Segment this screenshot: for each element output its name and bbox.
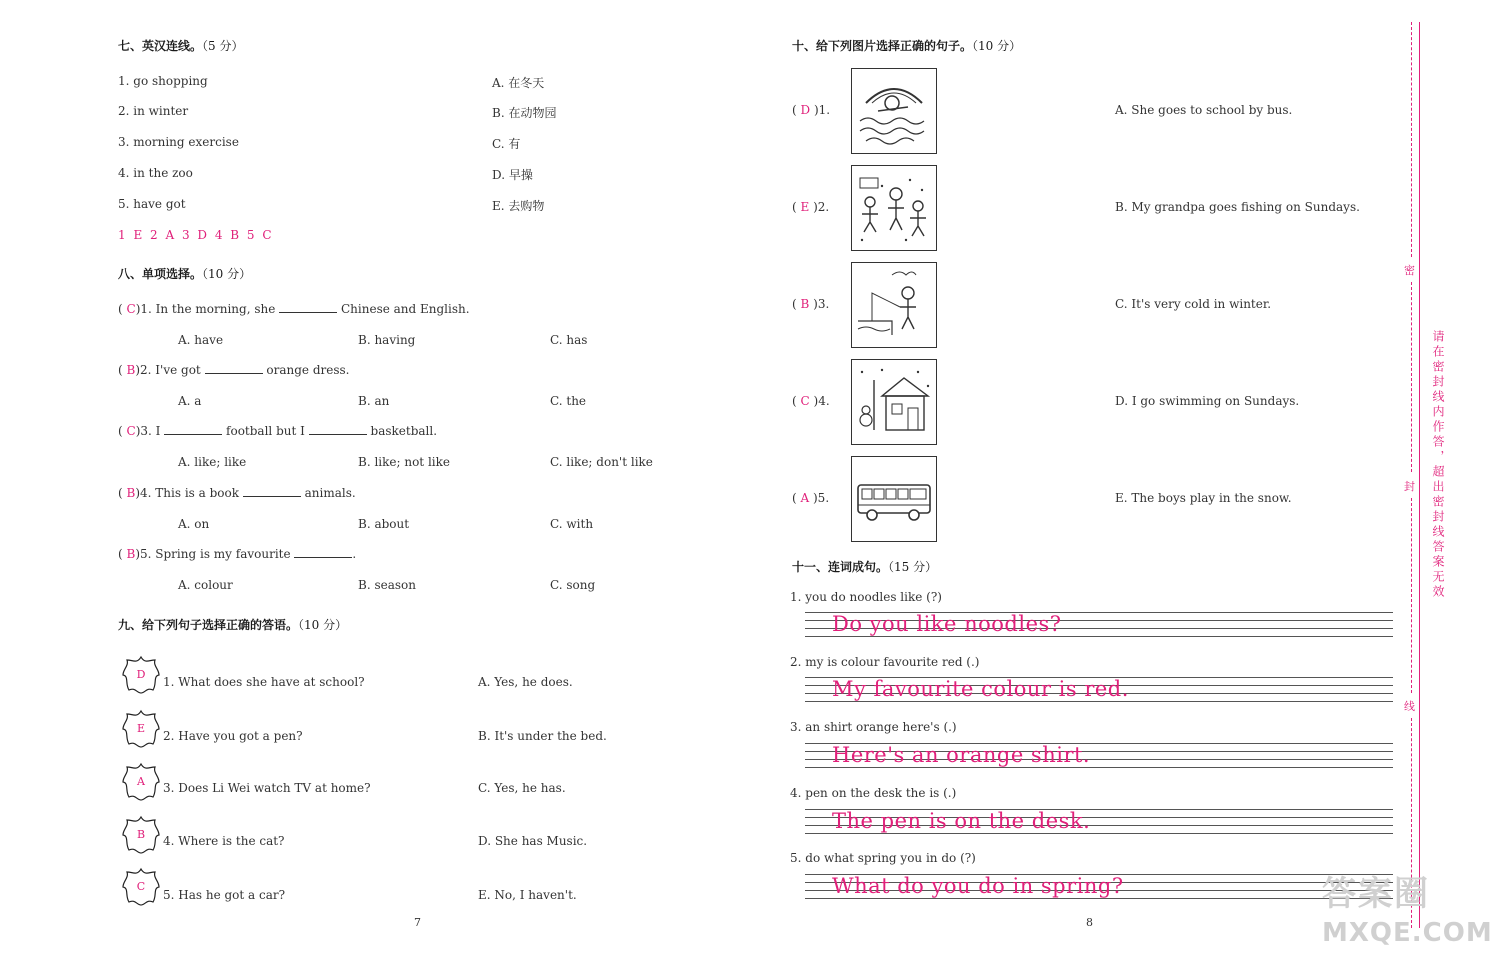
reply-question-4: 4. Where is the cat? <box>163 834 285 848</box>
mc-question-5: ( B)5. Spring is my favourite . <box>118 547 357 561</box>
mc-option-3c: C. like; don't like <box>550 455 653 469</box>
mc-option-5c: C. song <box>550 578 596 592</box>
match-cn-b: B. 在动物园 <box>492 106 557 120</box>
mc-answer-4: B <box>126 486 136 500</box>
reply-option-b: B. It's under the bed. <box>478 729 607 743</box>
mc-option-5b: B. season <box>358 578 416 592</box>
mc-answer-2: B <box>126 363 136 377</box>
watermark-domain: MXQE.COM <box>1322 918 1493 948</box>
flower-answer-box-3: A <box>119 761 163 803</box>
match-en-5: 5. have got <box>118 197 186 211</box>
mc-option-4b: B. about <box>358 517 410 531</box>
picture-answer-5: A <box>800 491 810 505</box>
reply-option-c: C. Yes, he has. <box>478 781 566 795</box>
sentence-answer-1: Do you like noodles? <box>832 612 1062 636</box>
picture-sentence-e: E. The boys play in the snow. <box>1115 491 1292 505</box>
solid-seal-line <box>1419 22 1420 928</box>
seal-mark-top: 密 <box>1404 264 1415 277</box>
section-9-heading: 九、给下列句子选择正确的答语。（10 分） <box>118 618 348 632</box>
seal-mark-mid: 封 <box>1404 480 1415 493</box>
mc-option-2a: A. a <box>178 394 202 408</box>
picture-answer-4: C <box>800 394 810 408</box>
reply-question-5: 5. Has he got a car? <box>163 888 286 902</box>
mc-option-3b: B. like; not like <box>358 455 450 469</box>
mc-question-4: ( B)4. This is a book animals. <box>118 486 356 500</box>
match-cn-a: A. 在冬天 <box>492 76 545 90</box>
mc-answer-5: B <box>126 547 136 561</box>
picture-question-2: ( E )2. <box>792 200 830 214</box>
flower-answer-box-4: B <box>119 814 163 856</box>
sentence-answer-2: My favourite colour is red. <box>832 677 1129 701</box>
mc-option-4a: A. on <box>178 517 210 531</box>
match-en-4: 4. in the zoo <box>118 166 193 180</box>
page-number-right: 8 <box>1086 916 1093 929</box>
answer-blank <box>164 424 222 435</box>
flower-answer-box-5: C <box>119 866 163 908</box>
swimming-picture-icon <box>851 68 937 154</box>
picture-sentence-d: D. I go swimming on Sundays. <box>1115 394 1300 408</box>
mc-option-1b: B. having <box>358 333 416 347</box>
match-cn-c: C. 有 <box>492 137 521 151</box>
picture-answer-1: D <box>800 103 811 117</box>
answer-blank <box>205 363 263 374</box>
mc-answer-1: C <box>126 302 136 316</box>
answer-blank <box>294 547 352 558</box>
match-en-2: 2. in winter <box>118 104 189 118</box>
picture-sentence-a: A. She goes to school by bus. <box>1115 103 1293 117</box>
page-number-left: 7 <box>414 916 421 929</box>
watermark-logo: 答案圈 <box>1322 874 1430 914</box>
mc-question-3: ( C)3. I football but I basketball. <box>118 424 438 438</box>
sentence-answer-3: Here's an orange shirt. <box>832 743 1091 767</box>
scrambled-words-3: 3. an shirt orange here's (.) <box>790 720 957 734</box>
mc-question-2: ( B)2. I've got orange dress. <box>118 363 350 377</box>
picture-answer-2: E <box>800 200 810 214</box>
mc-option-2c: C. the <box>550 394 587 408</box>
picture-sentence-b: B. My grandpa goes fishing on Sundays. <box>1115 200 1360 214</box>
fishing-picture-icon <box>851 262 937 348</box>
reply-question-3: 3. Does Li Wei watch TV at home? <box>163 781 371 795</box>
picture-question-4: ( C )4. <box>792 394 830 408</box>
mc-answer-3: C <box>126 424 136 438</box>
dashed-seal-line <box>1411 498 1412 693</box>
picture-question-5: ( A )5. <box>792 491 830 505</box>
match-en-3: 3. morning exercise <box>118 135 239 149</box>
answer-blank <box>279 302 337 313</box>
match-en-1: 1. go shopping <box>118 74 208 88</box>
match-cn-e: E. 去购物 <box>492 199 545 213</box>
answer-blank <box>243 486 301 497</box>
section-8-heading: 八、单项选择。（10 分） <box>118 267 252 281</box>
match-cn-d: D. 早操 <box>492 168 533 182</box>
scrambled-words-1: 1. you do noodles like (?) <box>790 590 942 604</box>
scrambled-words-5: 5. do what spring you in do (?) <box>790 851 976 865</box>
answer-blank <box>309 424 367 435</box>
snow-play-picture-icon <box>851 165 937 251</box>
flower-answer-box-1: D <box>119 654 163 696</box>
winter-house-picture-icon <box>851 359 937 445</box>
section-10-heading: 十、给下列图片选择正确的句子。（10 分） <box>792 39 1022 53</box>
mc-option-4c: C. with <box>550 517 594 531</box>
bus-picture-icon <box>851 456 937 542</box>
reply-option-e: E. No, I haven't. <box>478 888 577 902</box>
picture-answer-3: B <box>800 297 810 311</box>
dashed-seal-line <box>1411 22 1412 257</box>
mc-option-5a: A. colour <box>178 578 233 592</box>
mc-option-2b: B. an <box>358 394 390 408</box>
flower-answer-box-2: E <box>119 708 163 750</box>
seal-mark-bottom: 线 <box>1404 700 1415 713</box>
reply-question-1: 1. What does she have at school? <box>163 675 365 689</box>
mc-option-3a: A. like; like <box>178 455 247 469</box>
match-answer-key: 1 E 2 A 3 D 4 B 5 C <box>118 228 274 242</box>
picture-question-1: ( D )1. <box>792 103 831 117</box>
seal-instruction: 请在密封线内作答，超出密封线答案无效 <box>1431 330 1445 600</box>
section-7-heading: 七、英汉连线。（5 分） <box>118 39 244 53</box>
reply-option-a: A. Yes, he does. <box>478 675 573 689</box>
scrambled-words-4: 4. pen on the desk the is (.) <box>790 786 957 800</box>
picture-sentence-c: C. It's very cold in winter. <box>1115 297 1272 311</box>
mc-option-1c: C. has <box>550 333 588 347</box>
sentence-answer-5: What do you do in spring? <box>832 874 1124 898</box>
section-11-heading: 十一、连词成句。（15 分） <box>792 560 938 574</box>
picture-question-3: ( B )3. <box>792 297 830 311</box>
reply-question-2: 2. Have you got a pen? <box>163 729 303 743</box>
sentence-answer-4: The pen is on the desk. <box>832 809 1091 833</box>
dashed-seal-line <box>1411 282 1412 472</box>
mc-option-1a: A. have <box>178 333 224 347</box>
reply-option-d: D. She has Music. <box>478 834 588 848</box>
mc-question-1: ( C)1. In the morning, she Chinese and English. <box>118 302 470 316</box>
scrambled-words-2: 2. my is colour favourite red (.) <box>790 655 980 669</box>
